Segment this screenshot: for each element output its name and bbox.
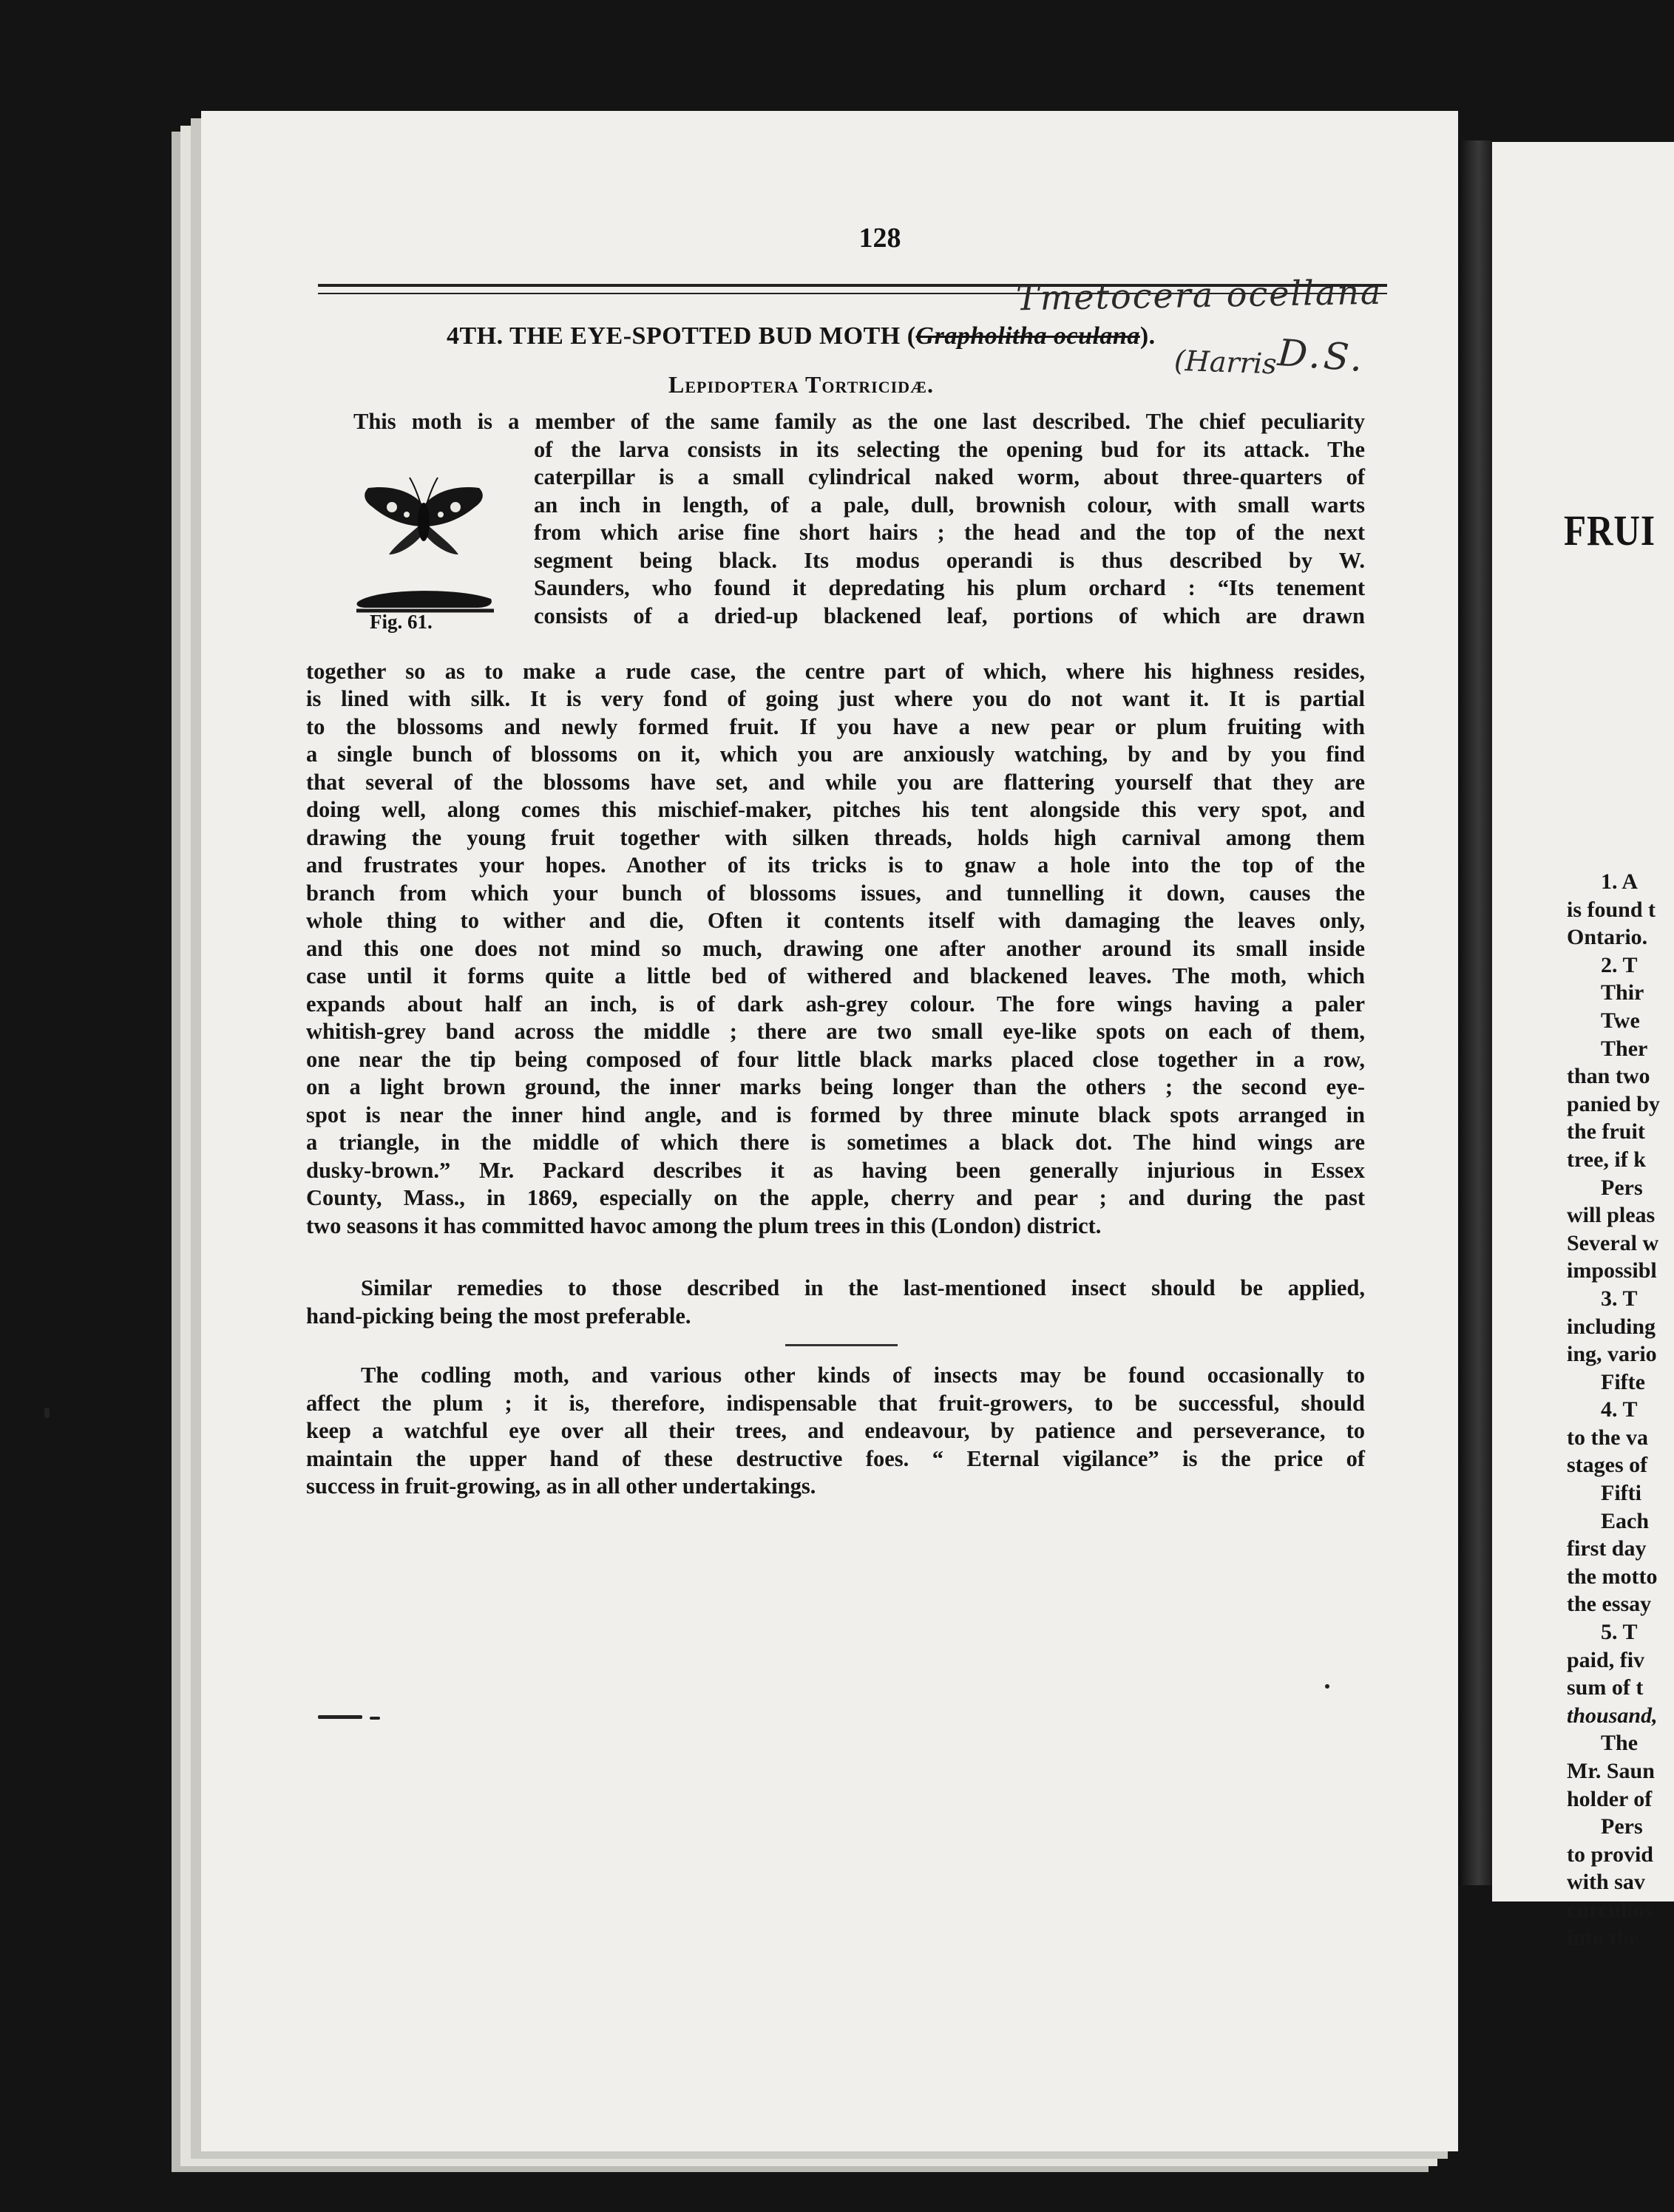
text-line: that several of the blossoms have set, and while you are flattering yourself that they are [306,769,1365,795]
text-line: to the blossoms and newly formed fruit. If you have a new pear or plum fruiting with [306,713,1365,739]
paragraph-moth-body [306,658,1365,1241]
text-line: dusky-brown.” Mr. Packard describes it as having been generally injurious in Essex [306,1157,1365,1183]
text-line: success in fruit-growing, as in all other undertakings. [306,1473,816,1499]
ink-mark [318,1715,362,1719]
text-line: an inch in length, of a pale, dull, brownish colour, with small warts [534,492,1365,518]
text-line: first day [1567,1536,1647,1561]
text-line: a triangle, in the middle of which there is sometimes a black dot. The hind wings are [306,1130,1365,1155]
right-page-heading: FRUI [1564,506,1656,554]
text-line: impossibl [1567,1258,1657,1283]
text-line: Pers [1601,1814,1643,1839]
paragraph-remedies [306,1275,1365,1330]
text-line: Pers [1601,1175,1643,1200]
section-separator [785,1344,898,1346]
text-line: from which arise fine short hairs ; the head and the top of the next [534,520,1365,545]
text-line: spot is near the inner hind angle, and is formed by three minute black spots arranged in [306,1102,1365,1127]
text-line: panied by [1567,1091,1660,1116]
text-line: sum of t [1567,1675,1644,1700]
text-line: stages of [1567,1453,1648,1478]
moth-figure [365,478,483,554]
text-line: Similar remedies to those described in the last-mentioned insect should be applied, [361,1275,1365,1300]
handwritten-author: (Harris [1173,344,1278,381]
book-gutter [1458,140,1492,1885]
text-line: hand-picking being the most preferable. [306,1303,691,1329]
text-line: 3. T [1601,1286,1638,1311]
text-line: of the larva consists in its selecting the opening bud for its attack. The [534,436,1365,462]
text-line: the essay [1567,1592,1652,1617]
text-line: with sav [1567,1870,1645,1895]
text-line: to provid [1567,1842,1653,1867]
text-line: 2. T [1601,952,1638,977]
text-line: affect the plum ; it is, therefore, indispensable that fruit-growers, to be successful, should [306,1390,1365,1416]
text-line: caterpillar is a small cylindrical naked worm, about three-quarters of [534,464,1365,489]
text-line: together so as to make a rude case, the centre part of which, where his highness resides, [306,658,1365,684]
text-line: the motto [1567,1564,1658,1589]
text-line: 5. T [1601,1620,1638,1645]
text-line: two seasons it has committed havoc among the plum trees in this (London) district. [306,1212,1102,1238]
text-line: Saunders, who found it depredating his plum orchard : “Its tenement [534,575,1365,600]
text-line: Thir [1601,980,1644,1005]
text-line: Mr. Saun [1567,1759,1655,1783]
paragraph-beside-figure [534,436,1365,631]
text-line: and this one does not mind so much, drawing one after another around its small inside [306,935,1365,961]
text-line: a single bunch of blossoms on it, which you are anxiously watching, by and by you find [306,742,1365,767]
text-line: curculios [1567,1897,1653,1922]
paragraph-moth-intro [353,408,1365,436]
article-subtitle: Lepidoptera Tortricidæ. [668,371,935,398]
text-line: Several w [1567,1230,1659,1255]
ink-mark [1325,1684,1329,1689]
text-line: holder of [1567,1786,1653,1811]
text-line: Each [1601,1508,1650,1533]
text-line: one near the tip being composed of four little black marks placed close together in a row, [306,1046,1365,1072]
larva-figure [356,591,494,611]
title-prefix: 4TH. THE EYE-SPOTTED BUD MOTH ( [447,322,916,350]
text-line: segment being black. Its modus operandi is thus described by W. [534,547,1365,573]
text-line: Fifte [1601,1369,1645,1394]
text-line: whitish-grey band across the middle ; there are two small eye-like spots on each of them, [306,1019,1365,1044]
text-line: The [1601,1731,1639,1756]
text-line: ing, vario [1567,1342,1657,1367]
text-line: will pleas [1567,1203,1656,1228]
text-line: consists of a dried-up blackened leaf, portions of which are drawn [534,603,1365,628]
handwritten-correction: Tmetocera ocellana [1015,271,1383,319]
text-line: to the va [1567,1425,1648,1450]
text-line: 1. A [1601,869,1639,894]
text-line: County, Mass., in 1869, especially on the apple, cherry and pear ; and during the past [306,1185,1365,1210]
ink-mark [370,1717,380,1720]
handwritten-initials: D.S. [1276,330,1367,381]
text-line: 4. T [1601,1397,1638,1422]
text-line: the fruit [1567,1119,1645,1144]
text-line: is lined with silk. It is very fond of going just where you do not want it. It is partial [306,686,1365,711]
text-line: drawing the young fruit together with silken threads, holds high carnival among them [306,824,1365,850]
figure-label: Fig. 61. [370,611,433,633]
text-line: on a light brown ground, the inner marks being longer than the others ; the second eye- [306,1074,1365,1099]
paragraph-codling-moth [306,1362,1365,1501]
text-line: keep a watchful eye over all their trees, and endeavour, by patience and perseverance, to [306,1418,1365,1443]
text-line: than two [1567,1064,1650,1089]
text-line: including [1567,1314,1656,1339]
right-page [1492,142,1674,1950]
title-suffix: ). [1139,322,1156,350]
text-line: branch from which your bunch of blossoms issues, and tunnelling it down, causes the [306,880,1365,906]
text-line: Twe [1601,1008,1640,1033]
page-number: 128 [858,223,901,254]
text-line: paid, fiv [1567,1647,1645,1672]
text-line: whole thing to wither and die, Often it contents itself with damaging the leaves only, [306,908,1365,933]
text-line: The codling moth, and various other kinds of insects may be found occasionally to [361,1363,1365,1388]
title-scientific-name: Grapholitha oculana [915,322,1140,350]
text-line: Ontario. [1567,925,1648,950]
text-line: tree, if k [1567,1147,1646,1172]
right-page-text [1567,868,1660,1952]
text-line: and frustrates your hopes. Another of its tricks is to gnaw a hole into the top of the [306,852,1365,878]
ink-mark [44,1408,50,1418]
text-line: doing well, along comes this mischief-maker, pitches his tent alongside this very spot, and [306,797,1365,822]
text-line: Ther [1601,1036,1648,1061]
text-line: into the [1567,1925,1639,1950]
text-line: case until it forms quite a little bed of withered and blackened leaves. The moth, which [306,963,1365,988]
article-title [447,322,1290,350]
text-line: This moth is a member of the same family as the one last described. The chief peculiarity [353,409,1365,434]
text-line: is found t [1567,897,1656,922]
text-line: maintain the upper hand of these destructive foes. “ Eternal vigilance” is the price of [306,1445,1365,1471]
text-line: thousand, [1567,1703,1658,1728]
text-line: expands about half an inch, is of dark ash-grey colour. The fore wings having a paler [306,991,1365,1017]
text-line: Fifti [1601,1481,1641,1506]
